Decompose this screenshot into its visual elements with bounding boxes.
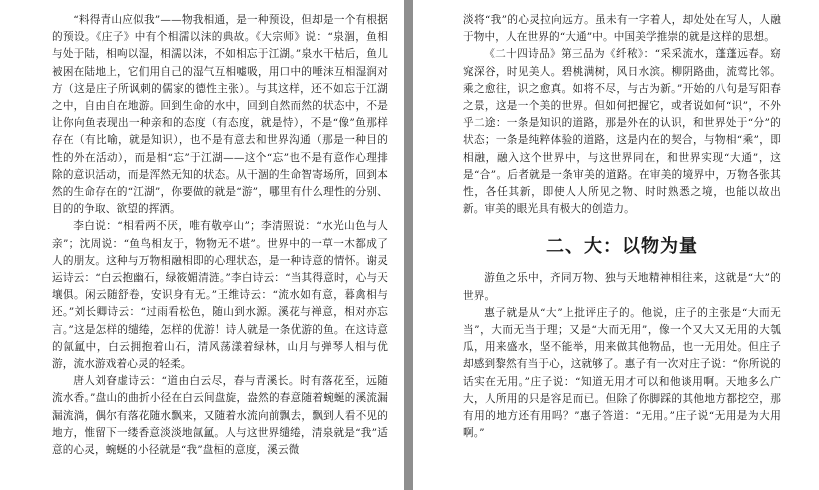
page-divider — [404, 0, 413, 490]
left-paragraph-3: 唐人刘眘虚诗云：“道由白云尽，春与青溪长。时有落花至，远随流水香。”盘山的曲折小径在白云间盘旋，盎然的春意随着蜿蜒的溪流漏漏流淌，偶尔有落花随水飘来，又随着水流向前飘去，飘到人看不见的地方，惟留下一缕香意淡淡地氤氲。人与这世界缱绻，清泉就是“我”适意的心灵，蜿蜒的小径就是“我”盘桓的意度，溪云微 — [52, 375, 388, 457]
right-paragraph-continued: 淡将“我”的心灵拉向远方。虽未有一字着人，却处处在写人，人融于物中，人在世界的“大通”中。中国美学推崇的就是这样的思想。 — [463, 14, 781, 44]
left-page — [0, 0, 404, 490]
section-heading: 二、大：以物为量 — [546, 236, 698, 258]
right-paragraph-4: 惠子就是从“大”上批评庄子的。他说，庄子的主张是“大而无当”，大而无当于理；又是“大而无用”，像一个又大又无用的大瓠瓜，用来盛水，坚不能举，用来做其他物品，也一无用处。但庄子却感到黎然有当于心，这就够了。惠子有一次对庄子说：“你所说的话实在无用。”庄子说：“知道无用才可以和他谈用啊。天地多么广大，人所用的只是容足而已。但除了你脚踩的其他地方都挖空，那有用的地方还有用吗？”惠子答道：“无用。”庄子说“无用是为大用啊。” — [463, 306, 781, 440]
right-paragraph-3: 游鱼之乐中，齐同万物、独与天地精神相往来，这就是“大”的世界。 — [463, 272, 781, 302]
left-paragraph-2: 李白说：“相看两不厌，唯有敬亭山”；李清照说：“水光山色与人亲”；沈周说：“鱼鸟相友于，物物无不堪”。世界中的一草一木都成了人的朋友。这种与万物相融相即的心理状态，是一种诗意的情怀。谢灵运诗云：“白云抱幽石，绿筱媚清涟。”李白诗云：“当其得意时，心与天壤俱。闲云随舒卷，安识身有无。”王维诗云：“流水如有意，暮禽相与还。”刘长卿诗云：“过雨看松色，随山到水源。溪花与禅意，相对亦忘言。”这是怎样的缱绻，怎样的优游！诗人就是一条优游的鱼。在这诗意的氤氲中，白云拥抱着山石，清风荡漾着绿林，山月与弹琴人相与优游，流水游戏着心灵的轻柔。 — [52, 220, 388, 371]
right-page — [413, 0, 819, 490]
left-paragraph-1: “料得青山应似我”——物我相通，是一种预设，但却是一个有根据的预设。《庄子》中有个相濡以沫的典故。《大宗师》说：“泉涸，鱼相与处于陆，相呴以湿，相濡以沫，不如相忘于江湖。”泉水干枯后，鱼儿被困在陆地上，它们用自己的湿气互相嘘吸，用口中的唾沫互相湿润对方（这是庄子所讽刺的儒家的德性主张）。与其这样，还不如忘于江湖之中，自由自在地游。回到生命的水中，回到自然而然的状态中，不是让你向鱼表现出一种亲和的态度（有态度，就是恃），不是“像”鱼那样存在（有比喻，就是知识），也不是有意去和世界沟通（那是一种目的性的外在活动），而是相“忘”于江湖——这个“忘”也不是有意作心理排除的意识活动，而是浑然无知的状态。从干涸的生命智寄场所，回到本然的生命存在的“江湖”，你要做的就是“游”，哪里有什么理性的分别、目的的争取、欲望的挥洒。 — [52, 14, 388, 216]
right-paragraph-2: 《二十四诗品》第三品为《纤秾》：“采采流水，蓬蓬远春。窈窕深谷，时见美人。碧桃满树，风日水滨。柳阴路曲，流莺比邻。乘之愈往，识之愈真。如将不尽，与古为新。”开始的八句是写阳春之景，这是一个美的世界。但如何把握它，或者说如何“识”，不外乎二途：一条是知识的道路，那是外在的认识，和世界处于“分”的状态；一条是纯粹体验的道路，这是内在的契合，与物相“乘”，即相融，融入这个世界中，与这世界同在，和世界实现“大通”，这是“合”。后者就是一条审美的道路。在审美的境界中，万物各张其性，各任其新，即使人人所见之物、时时熟悉之境，也能以故出新。审美的眼光具有极大的创造力。 — [463, 48, 781, 216]
